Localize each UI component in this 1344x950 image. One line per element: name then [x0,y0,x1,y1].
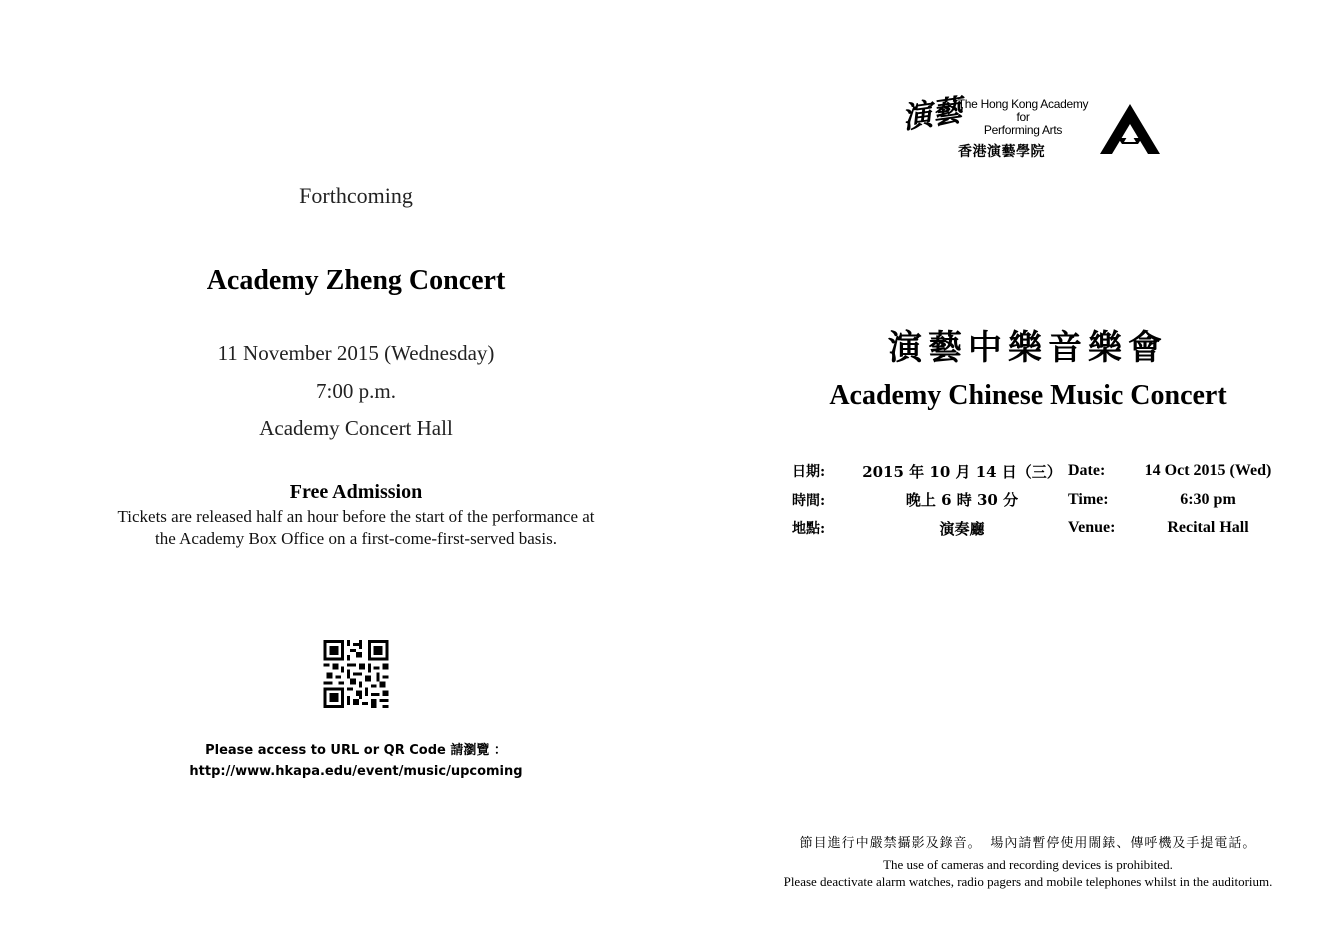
concert-title-english: Academy Chinese Music Concert [829,380,1227,411]
forthcoming-date: 11 November 2015 (Wednesday) [217,341,495,365]
upcoming-events-link[interactable]: http://www.hkapa.edu/event/music/upcoming [189,764,523,779]
notice-english-line2: Please deactivate alarm watches, radio pagers and mobile telephones whilst in the auditorium. [783,874,1273,889]
notice-english-line1: The use of cameras and recording devices is prohibited. [883,857,1173,872]
zh-date-label: 日期: [792,464,826,481]
concert-details-table [792,457,1278,543]
admission-text [0,506,712,550]
notice-chinese: 節目進行中嚴禁攝影及錄音。 場內請暫停使用閙錶、傳呼機及手提電話。 [799,836,1257,851]
forthcoming-venue: Academy Concert Hall [259,416,453,440]
en-time-value: 6:30 pm [1180,490,1236,508]
qr-code-icon[interactable] [323,640,389,708]
logo-english-name [948,98,1098,137]
concert-title-chinese: 演藝中樂音樂會 [888,328,1168,368]
zh-time-value: 晚上 6 時 30 分 [905,491,1019,510]
qr-access-label: Please access to URL or QR Code 請瀏覽 ： [205,743,507,758]
logo-en-line1: The Hong Kong Academy [957,97,1089,111]
logo-chinese-name: 香港演藝學院 [958,144,1045,160]
admission-text-line1: Tickets are released half an hour before the start of the performance at [117,507,595,526]
details-row-date [792,457,1278,486]
right-page [712,0,1344,950]
details-row-time [792,486,1278,515]
forthcoming-heading: Forthcoming [299,183,413,208]
hkapa-logo [899,93,1160,166]
zh-date-value: 2015 年 10 月 14 日（三） [862,462,1062,481]
calligraphy-logo-icon [899,93,965,164]
en-venue-value: Recital Hall [1167,519,1249,537]
logo-en-line2: for [1016,110,1030,124]
free-admission-title: Free Admission [289,481,423,503]
details-row-venue [792,514,1278,543]
forthcoming-concert-title: Academy Zheng Concert [206,265,506,296]
zh-time-label: 時間: [792,492,826,509]
logo-mark-text: 演藝 [899,93,965,137]
en-time-label: Time: [1068,490,1109,508]
logo-en-line3: Performing Arts [983,123,1063,137]
en-date-label: Date: [1068,462,1106,480]
en-venue-label: Venue: [1068,519,1116,537]
academy-triangle-logo-icon [1098,102,1162,156]
forthcoming-time: 7:00 p.m. [316,379,396,403]
zh-venue-label: 地點: [792,521,826,538]
en-date-value: 14 Oct 2015 (Wed) [1144,462,1272,480]
zh-venue-value: 演奏廳 [939,519,985,538]
admission-text-line2: the Academy Box Office on a first-come-first-served basis. [155,529,557,548]
